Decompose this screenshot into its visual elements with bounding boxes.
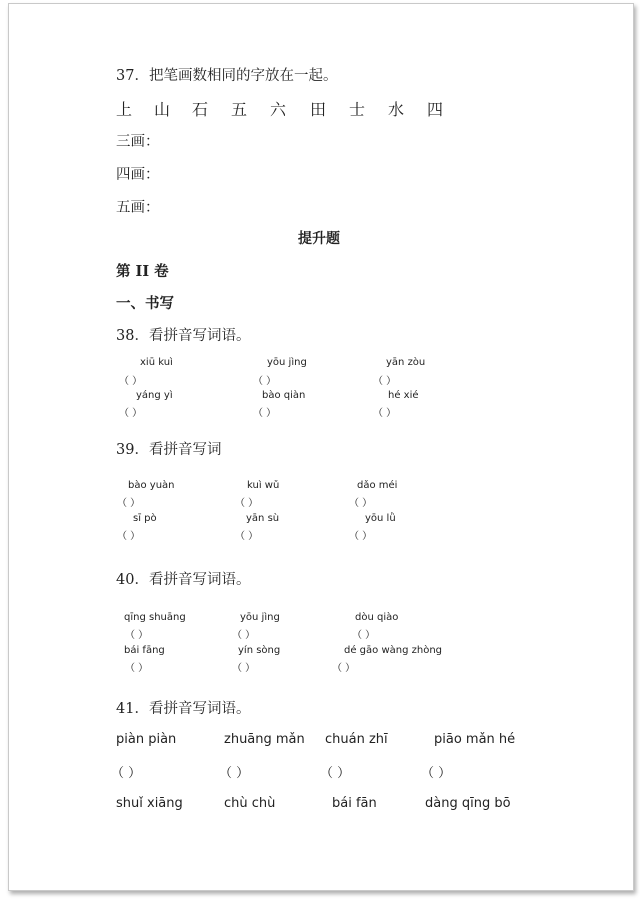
pinyin-label: bái fāng: [124, 645, 165, 656]
q37-title: 37．把笔画数相同的字放在一起。: [116, 68, 338, 84]
pinyin-label: kuì wǔ: [247, 480, 280, 491]
char-item: 水: [388, 100, 405, 119]
answer-bracket[interactable]: （ ）: [125, 663, 149, 674]
q39-title: 39．看拼音写词: [116, 442, 222, 458]
answer-bracket[interactable]: （ ）: [421, 766, 452, 781]
pinyin-label: yān zòu: [386, 357, 426, 368]
answer-bracket[interactable]: （ ）: [111, 766, 142, 781]
char-item: 田: [310, 100, 327, 119]
q41-title: 41．看拼音写词语。: [116, 701, 251, 717]
pinyin-label: dòu qiào: [355, 612, 399, 623]
pinyin-label: bào qiàn: [262, 390, 306, 401]
answer-bracket[interactable]: （ ）: [253, 376, 277, 387]
pinyin-label: yín sòng: [238, 645, 281, 656]
page-frame: [8, 3, 634, 891]
char-item: 五: [231, 100, 248, 119]
pinyin-label: piàn piàn: [116, 732, 177, 747]
answer-bracket[interactable]: （ ）: [349, 498, 373, 509]
answer-bracket[interactable]: （ ）: [219, 766, 250, 781]
answer-bracket[interactable]: （ ）: [232, 630, 256, 641]
pinyin-label: dǎo méi: [357, 480, 398, 491]
pinyin-label: yōu jìng: [240, 612, 280, 623]
answer-bracket[interactable]: （ ）: [373, 408, 397, 419]
answer-bracket[interactable]: （ ）: [235, 531, 259, 542]
answer-bracket[interactable]: （ ）: [119, 408, 143, 419]
answer-bracket[interactable]: （ ）: [117, 498, 141, 509]
answer-bracket[interactable]: （ ）: [373, 376, 397, 387]
part-heading: 一、书写: [116, 295, 174, 312]
pinyin-label: yōu lǜ: [365, 513, 396, 524]
pinyin-label: piāo mǎn hé: [434, 732, 516, 747]
char-item: 石: [192, 100, 209, 119]
char-item: 士: [349, 100, 366, 119]
char-item: 六: [270, 100, 287, 119]
pinyin-label: zhuāng mǎn: [224, 732, 305, 747]
answer-bracket[interactable]: （ ）: [332, 663, 356, 674]
q40-title: 40．看拼音写词语。: [116, 572, 251, 588]
pinyin-label: shuǐ xiāng: [116, 796, 183, 811]
pinyin-label: chù chù: [224, 796, 276, 811]
pinyin-label: bái fān: [332, 796, 377, 811]
answer-bracket[interactable]: （ ）: [119, 376, 143, 387]
section-heading: 提升题: [298, 231, 340, 247]
pinyin-label: dàng qīng bō: [425, 796, 511, 811]
char-item: 上: [116, 100, 133, 119]
pinyin-label: yáng yì: [136, 390, 173, 401]
four-stroke-label: 四画：: [116, 167, 160, 183]
pinyin-label: hé xié: [388, 390, 419, 401]
answer-bracket[interactable]: （ ）: [232, 663, 256, 674]
answer-bracket[interactable]: （ ）: [352, 630, 376, 641]
pinyin-label: bào yuàn: [128, 480, 175, 491]
answer-bracket[interactable]: （ ）: [320, 766, 351, 781]
pinyin-label: qīng shuāng: [124, 612, 186, 623]
pinyin-label: dé gāo wàng zhòng: [344, 645, 443, 656]
answer-bracket[interactable]: （ ）: [253, 408, 277, 419]
char-item: 山: [154, 100, 171, 119]
pinyin-label: xiū kuì: [140, 357, 173, 368]
pinyin-label: yōu jìng: [267, 357, 307, 368]
answer-bracket[interactable]: （ ）: [235, 498, 259, 509]
pinyin-label: yān sù: [246, 513, 280, 524]
char-item: 四: [427, 100, 444, 119]
pinyin-label: sī pò: [133, 513, 157, 524]
five-stroke-label: 五画：: [116, 200, 160, 216]
answer-bracket[interactable]: （ ）: [117, 531, 141, 542]
pinyin-label: chuán zhī: [325, 732, 388, 747]
answer-bracket[interactable]: （ ）: [125, 630, 149, 641]
volume-heading: 第 II 卷: [116, 263, 169, 280]
three-stroke-label: 三画：: [116, 134, 160, 150]
q38-title: 38．看拼音写词语。: [116, 328, 251, 344]
answer-bracket[interactable]: （ ）: [349, 531, 373, 542]
